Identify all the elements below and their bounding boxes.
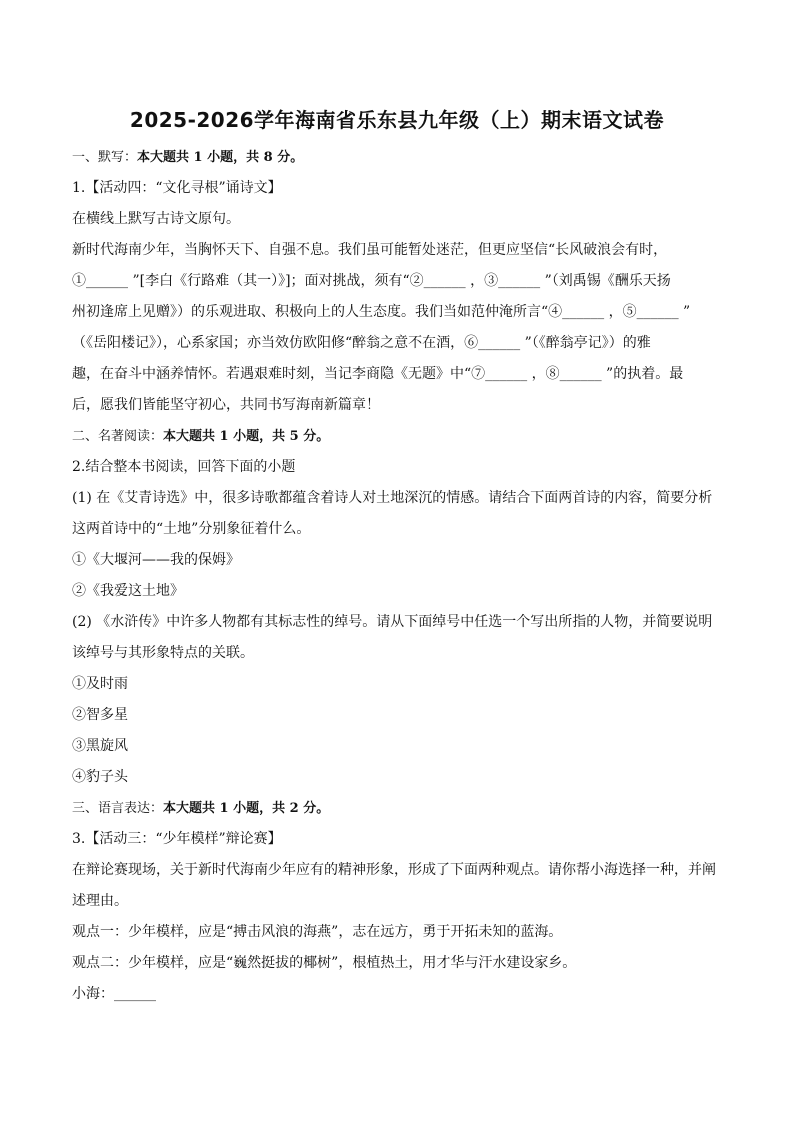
section-2-prefix: 二、名著阅读： xyxy=(72,429,164,444)
section-1-prefix: 一、默写： xyxy=(72,150,138,165)
question-1-label: 1.【活动四：“文化寻根”诵诗文】 xyxy=(72,180,282,196)
section-3-header xyxy=(72,793,722,824)
question-2-label: 2.结合整本书阅读，回答下面的小题 xyxy=(72,459,296,475)
question-2-sub1-line: (1) 在《艾青诗选》中，很多诗歌都蕴含着诗人对土地深沉的情感。请结合下面两首诗的内容，简要分析 xyxy=(72,490,713,506)
question-3-label: 3.【活动三：“少年模样”辩论赛】 xyxy=(72,831,282,847)
nickname-item: ②智多星 xyxy=(72,707,128,723)
exam-title: 2025-2026学年海南省乐东县九年级（上）期末语文试卷 xyxy=(129,108,665,132)
section-2-score: 本大题共 1 小题，共 5 分。 xyxy=(163,429,330,444)
question-1-text-line: 州初逢席上见赠》）的乐观进取、积极向上的人生态度。我们当如范仲淹所言“④______ ，⑤______ ” xyxy=(72,304,691,320)
question-1-text-line: 趣，在奋斗中涵养情怀。若遇艰难时刻，当记李商隐《无题》中“⑦______ ，⑧______ ”的执着。最 xyxy=(72,366,684,382)
question-3-text-line: 在辩论赛现场，关于新时代海南少年应有的精神形象，形成了下面两种观点。请你帮小海选择一种，并阐 xyxy=(72,862,716,878)
nickname-item: ④豹子头 xyxy=(72,769,128,785)
exam-content xyxy=(72,142,722,1010)
viewpoint-2: 观点二：少年模样，应是“巍然挺拔的椰树”，根植热土，用才华与汗水建设家乡。 xyxy=(72,955,577,971)
question-1-text-line: 后，愿我们皆能坚守初心，共同书写海南新篇章！ xyxy=(72,397,380,413)
answer-blank: 小海：______ xyxy=(72,986,156,1002)
question-1-text-line: （《岳阳楼记》），心系家国；亦当效仿欧阳修“醉翁之意不在酒，⑥______ ”（《醉翁亭记》）的雅 xyxy=(72,335,651,351)
viewpoint-1: 观点一：少年模样，应是“搏击风浪的海燕”，志在远方，勇于开拓未知的蓝海。 xyxy=(72,924,563,940)
poem-item: ①《大堰河——我的保姆》 xyxy=(72,552,240,568)
section-2-header xyxy=(72,421,722,452)
poem-item: ②《我爱这土地》 xyxy=(72,583,184,599)
question-1-text-line: 新时代海南少年，当胸怀天下、自强不息。我们虽可能暂处迷茫，但更应坚信“长风破浪会有时， xyxy=(72,242,668,258)
question-1-instruction: 在横线上默写古诗文原句。 xyxy=(72,211,240,227)
section-1-score: 本大题共 1 小题，共 8 分。 xyxy=(137,150,304,165)
nickname-item: ①及时雨 xyxy=(72,676,128,692)
question-3-text-line: 述理由。 xyxy=(72,893,128,909)
question-2-sub2-line: (2) 《水浒传》中许多人物都有其标志性的绰号。请从下面绰号中任选一个写出所指的人物，并简要说明 xyxy=(72,614,713,630)
nickname-item: ③黑旋风 xyxy=(72,738,128,754)
question-2-sub2-line: 该绰号与其形象特点的关联。 xyxy=(72,645,254,661)
section-3-prefix: 三、语言表达： xyxy=(72,801,164,816)
question-1-text-line: ①______ ”[李白《行路难（其一）》]；面对挑战，须有“②______ ，③______ ”（刘禹锡《酬乐天扬 xyxy=(72,273,671,289)
question-2-sub1-line: 这两首诗中的“土地”分别象征着什么。 xyxy=(72,521,311,537)
section-3-score: 本大题共 1 小题，共 2 分。 xyxy=(163,801,330,816)
section-1-header xyxy=(72,142,722,173)
